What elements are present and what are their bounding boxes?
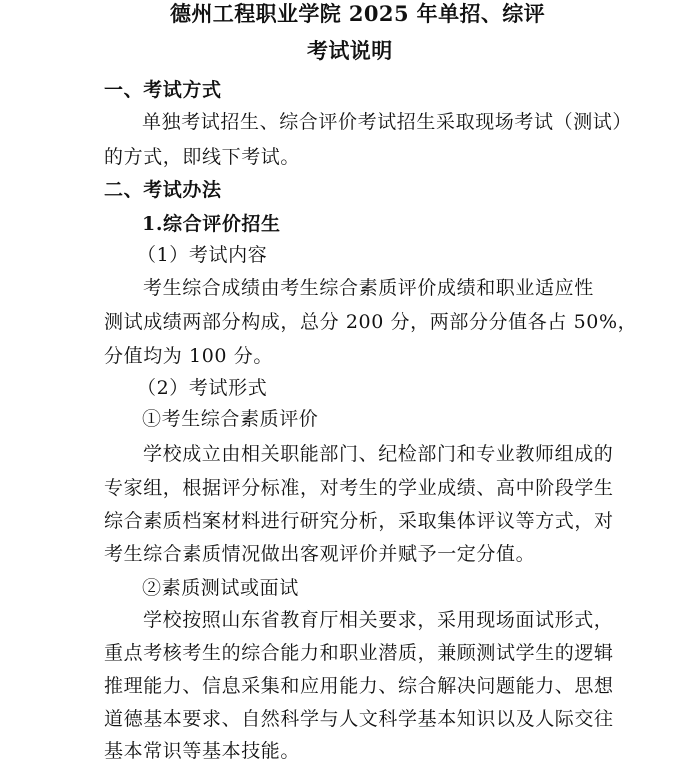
subsection-heading: 1.综合评价招生 [142,213,281,235]
paragraph-line: 专家组，根据评分标准，对考生的学业成绩、高中阶段学生 [104,477,614,499]
paragraph-line: 学校按照山东省教育厅相关要求，采用现场面试形式， [143,609,614,631]
item-heading: （2）考试形式 [137,377,268,399]
paragraph-line: 考生综合成绩由考生综合素质评价成绩和职业适应性 [143,277,594,299]
paragraph-line: 测试成绩两部分构成，总分 200 分，两部分分值各占 50%， [104,311,638,333]
part-heading: ②素质测试或面试 [142,577,299,599]
paragraph-line: 综合素质档案材料进行研究分析，采取集体评议等方式，对 [104,510,614,532]
section-heading-exam-method: 一、考试方式 [104,79,222,101]
document-title-line1: 德州工程职业学院 2025 年单招、综评 [170,1,546,26]
paragraph-line: 重点考核考生的综合能力和职业潜质，兼顾测试学生的逻辑 [104,642,614,664]
document-title-line2: 考试说明 [307,38,393,63]
paragraph-line: 的方式，即线下考试。 [104,146,301,168]
section-heading-exam-procedure: 二、考试办法 [104,179,222,201]
paragraph-line: 单独考试招生、综合评价考试招生采取现场考试（测试） [142,111,633,133]
paragraph-line: 道德基本要求、自然科学与人文科学基本知识以及人际交往 [104,708,614,730]
part-heading: ①考生综合素质评价 [142,408,319,430]
item-heading: （1）考试内容 [137,244,268,266]
paragraph-line: 基本常识等基本技能。 [104,740,301,762]
paragraph-line: 分值均为 100 分。 [104,345,273,367]
paragraph-line: 考生综合素质情况做出客观评价并赋予一定分值。 [104,543,536,565]
paragraph-line: 推理能力、信息采集和应用能力、综合解决问题能力、思想 [104,675,614,697]
paragraph-line: 学校成立由相关职能部门、纪检部门和专业教师组成的 [143,443,614,465]
